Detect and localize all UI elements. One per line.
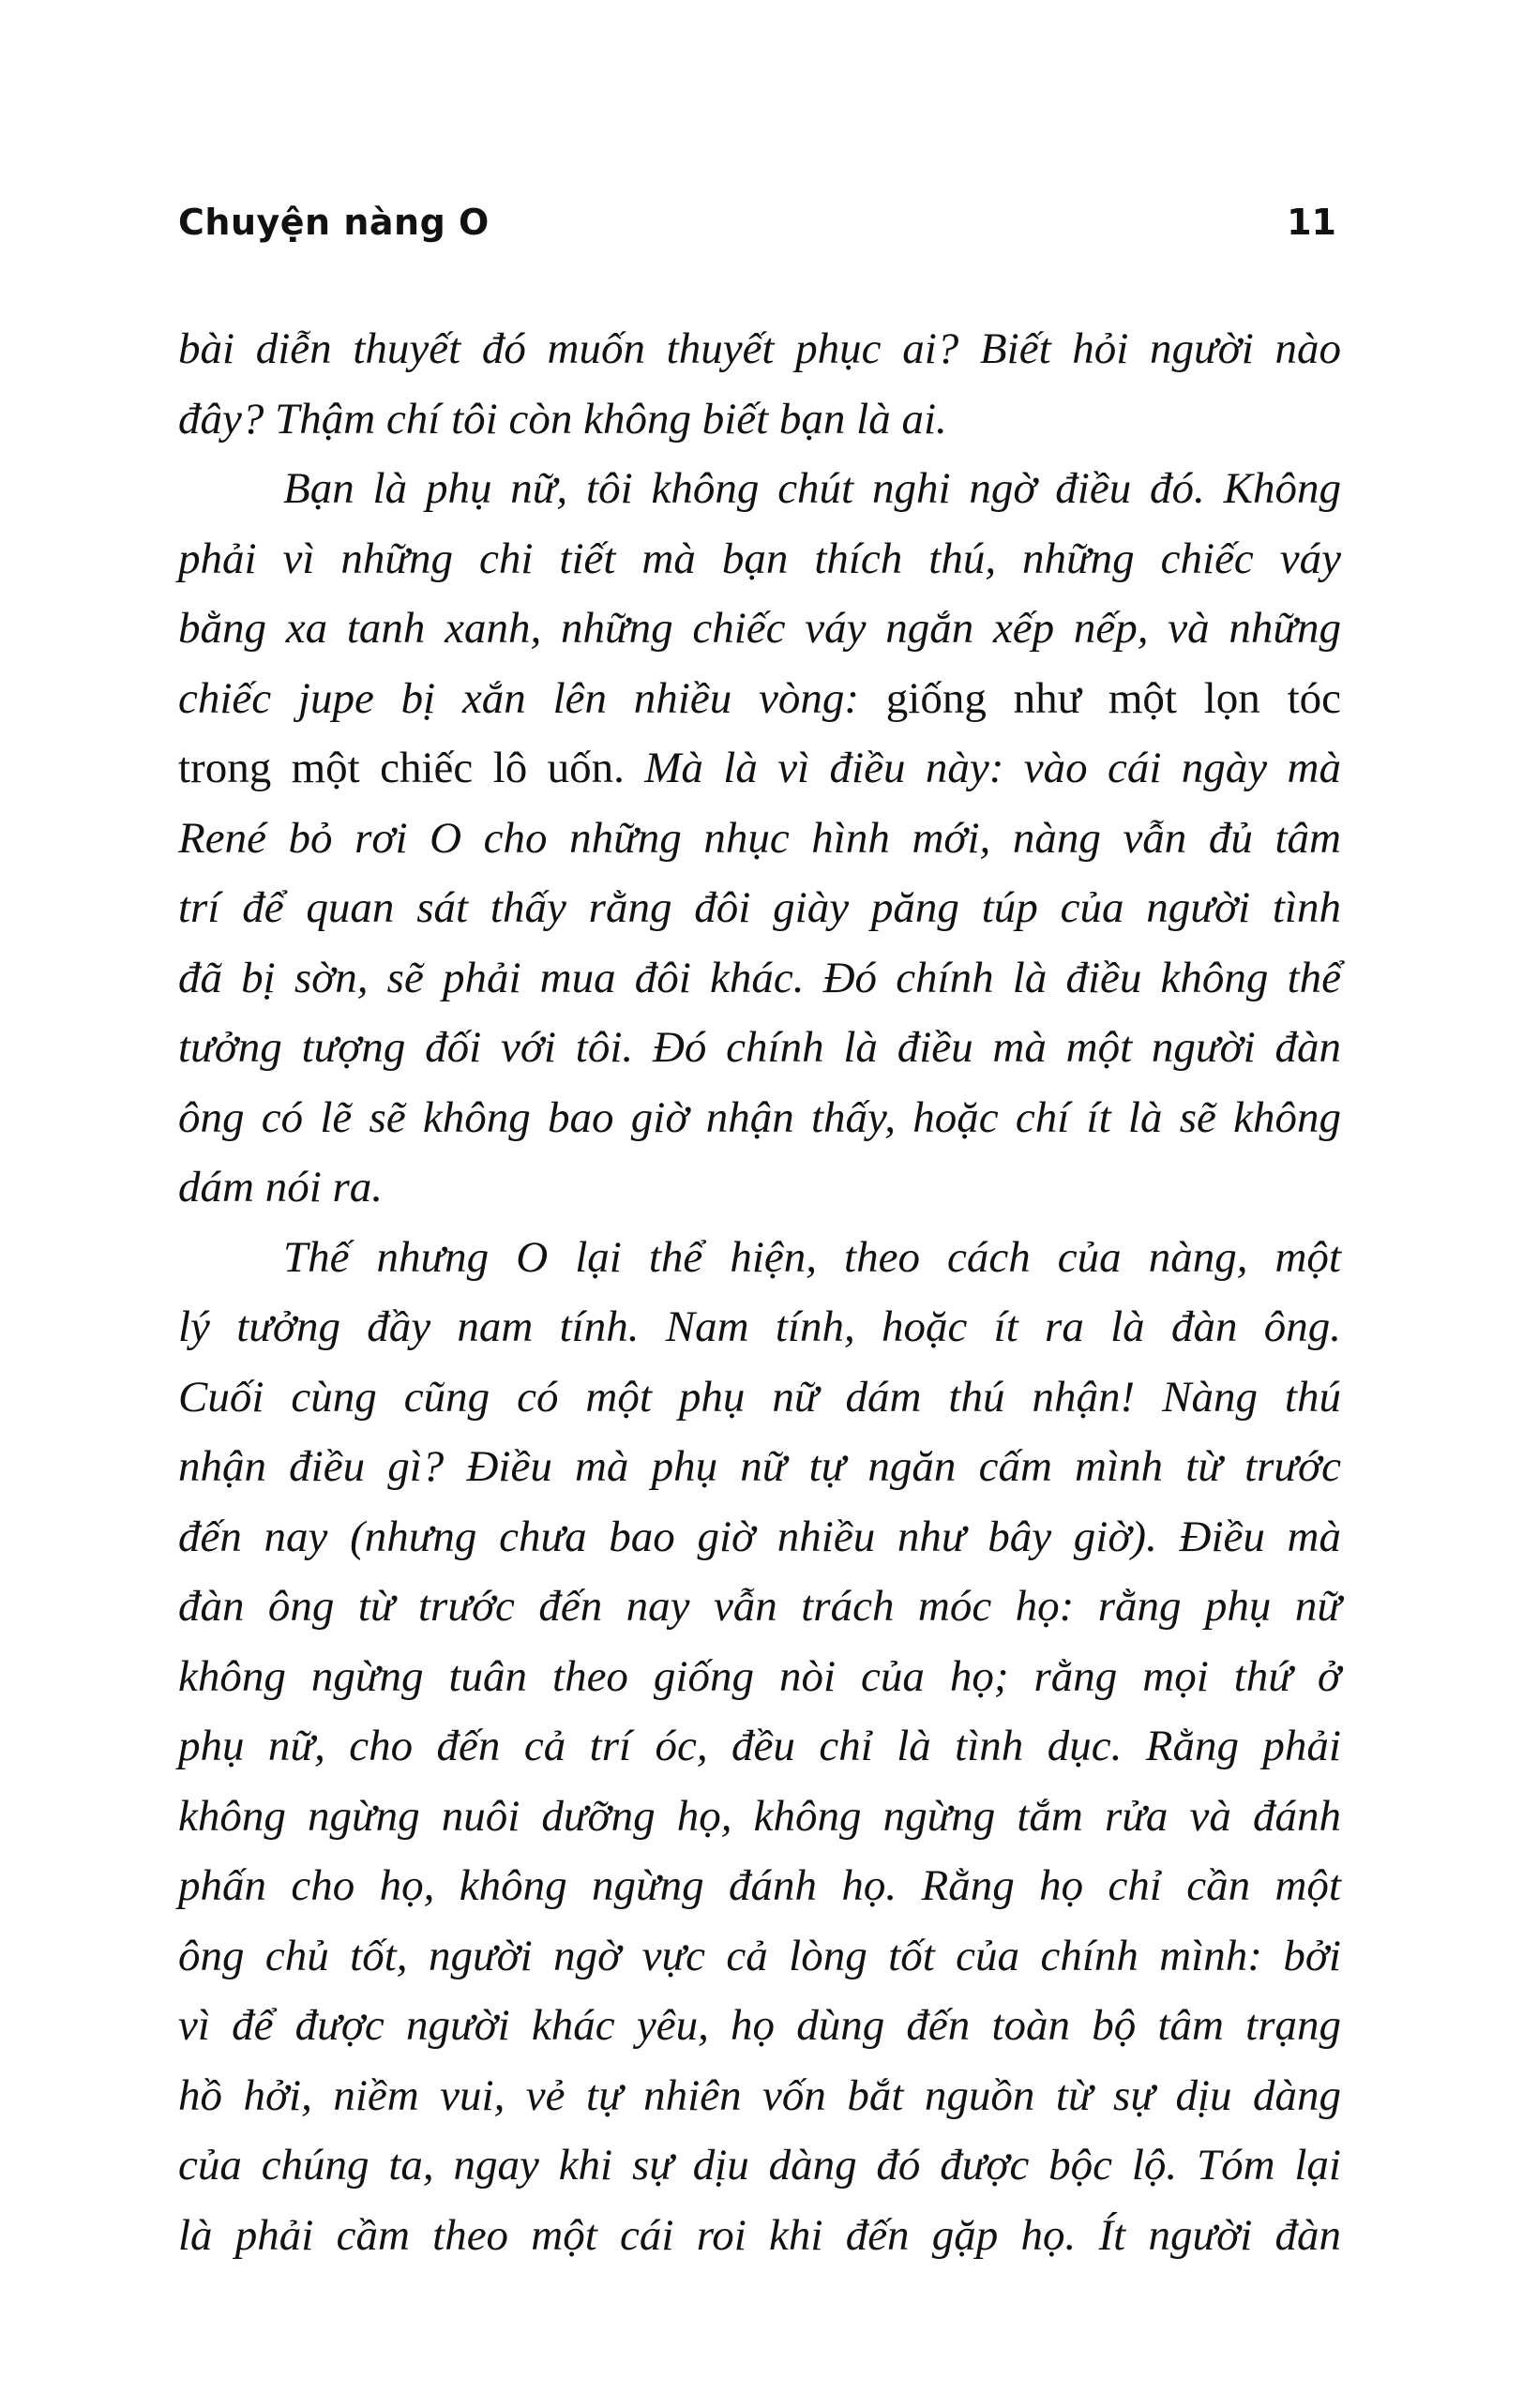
body-text — [178, 314, 1341, 2270]
text-line — [178, 873, 1341, 943]
text-line — [178, 1502, 1341, 1573]
text-line — [178, 733, 1341, 804]
italic-text: đến nay (nhưng chưa bao giờ nhiều như bây giờ). Điều mà — [178, 1512, 1341, 1561]
text-line — [178, 524, 1341, 594]
italic-text: đã bị sờn, sẽ phải mua đôi khác. Đó chính là điều không thể — [178, 953, 1341, 1002]
page-number: 11 — [1287, 202, 1336, 243]
text-line — [178, 2201, 1341, 2271]
italic-text: không ngừng tuân theo giống nòi của họ; rằng mọi thứ ở — [178, 1651, 1341, 1701]
italic-text: ông chủ tốt, người ngờ vực cả lòng tốt của chính mình: bởi — [178, 1931, 1341, 1980]
running-header — [178, 202, 1336, 267]
text-line — [178, 1642, 1341, 1712]
text-line — [178, 1782, 1341, 1852]
italic-text: nhận điều gì? Điều mà phụ nữ tự ngăn cấm mình từ trước — [178, 1442, 1341, 1491]
text-line — [178, 384, 1341, 455]
text-line — [178, 2061, 1341, 2131]
italic-text: phụ nữ, cho đến cả trí óc, đều chỉ là tình dục. Rằng phải — [178, 1722, 1341, 1770]
italic-text: ông có lẽ sẽ không bao giờ nhận thấy, hoặc chí ít là sẽ không — [178, 1092, 1341, 1142]
chapter-title: Chuyện nàng O — [178, 202, 490, 243]
text-line — [178, 1083, 1341, 1153]
text-line — [178, 1572, 1341, 1642]
italic-text: hồ hởi, niềm vui, vẻ tự nhiên vốn bắt nguồn từ sự dịu dàng — [178, 2070, 1341, 2120]
italic-text: bằng xa tanh xanh, những chiếc váy ngắn xếp nếp, và những — [178, 604, 1341, 653]
italic-text: dám nói ra. — [178, 1163, 384, 1212]
text-line — [178, 1711, 1341, 1782]
italic-text: bài diễn thuyết đó muốn thuyết phục ai? Biết hỏi người nào — [178, 324, 1341, 373]
roman-text: trong một chiếc lô uốn. — [178, 744, 645, 792]
roman-text: giống như một lọn tóc — [885, 673, 1341, 723]
italic-text: không ngừng nuôi dưỡng họ, không ngừng tắm rửa và đánh — [178, 1791, 1341, 1841]
italic-text: vì để được người khác yêu, họ dùng đến toàn bộ tâm trạng — [178, 2001, 1341, 2050]
italic-text: là phải cầm theo một cái roi khi đến gặp họ. Ít người đàn — [178, 2210, 1341, 2260]
italic-text: Bạn là phụ nữ, tôi không chút nghi ngờ điều đó. Không — [283, 464, 1341, 513]
italic-text: đàn ông từ trước đến nay vẫn trách móc họ: rằng phụ nữ — [178, 1582, 1341, 1631]
text-line — [178, 1921, 1341, 1992]
text-line — [178, 1292, 1341, 1362]
text-line — [178, 943, 1341, 1014]
text-line — [178, 594, 1341, 664]
text-line — [178, 664, 1341, 734]
italic-text: Cuối cùng cũng có một phụ nữ dám thú nhận! Nàng thú — [178, 1372, 1341, 1422]
italic-text: lý tưởng đầy nam tính. Nam tính, hoặc ít ra là đàn ông. — [178, 1302, 1341, 1351]
text-line — [178, 1013, 1341, 1083]
text-line — [178, 804, 1341, 874]
text-line — [178, 1432, 1341, 1502]
text-line — [178, 1362, 1341, 1433]
italic-text: phải vì những chi tiết mà bạn thích thú, những chiếc váy — [178, 534, 1341, 583]
italic-text: Mà là vì điều này: vào cái ngày mà — [644, 744, 1341, 792]
italic-text: của chúng ta, ngay khi sự dịu dàng đó được bộc lộ. Tóm lại — [178, 2141, 1341, 2190]
text-line — [178, 2130, 1341, 2201]
text-line — [178, 1152, 1341, 1223]
italic-text: Thế nhưng O lại thể hiện, theo cách của nàng, một — [283, 1232, 1341, 1282]
text-line — [178, 1991, 1341, 2061]
text-line — [178, 314, 1341, 384]
italic-text: tưởng tượng đối với tôi. Đó chính là điều mà một người đàn — [178, 1023, 1341, 1072]
text-line — [178, 454, 1341, 524]
italic-text: trí để quan sát thấy rằng đôi giày păng túp của người tình — [178, 883, 1341, 932]
text-line — [178, 1223, 1341, 1293]
italic-text: René bỏ rơi O cho những nhục hình mới, nàng vẫn đủ tâm — [178, 813, 1341, 863]
italic-text: chiếc jupe bị xắn lên nhiều vòng: — [178, 673, 886, 723]
text-line — [178, 1851, 1341, 1921]
italic-text: phấn cho họ, không ngừng đánh họ. Rằng họ chỉ cần một — [178, 1861, 1341, 1910]
italic-text: đây? Thậm chí tôi còn không biết bạn là ai. — [178, 394, 947, 444]
